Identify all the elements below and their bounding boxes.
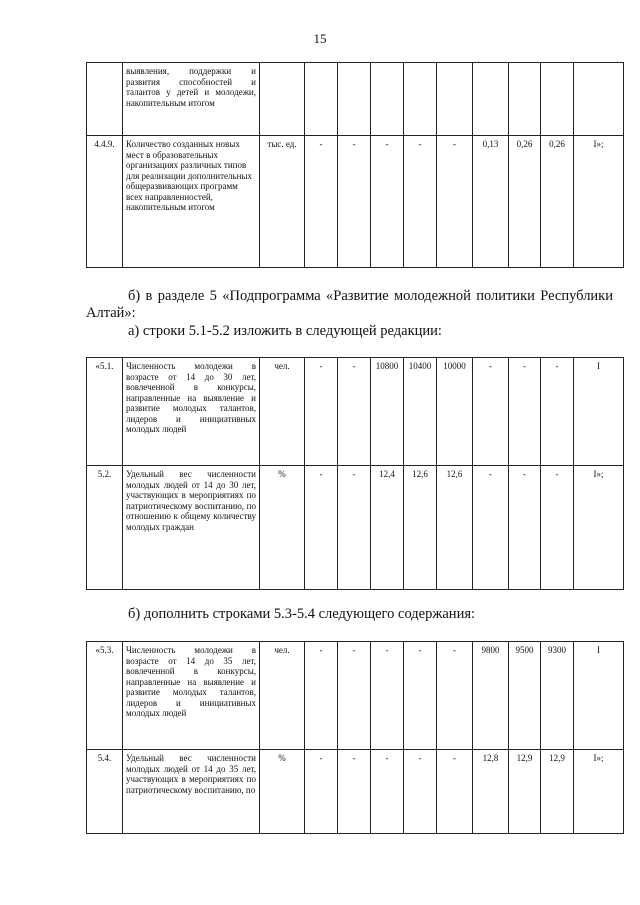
row-value: - xyxy=(305,642,338,750)
row-value: 0,13 xyxy=(473,136,509,268)
paragraph-rows-5-1-5-2: а) строки 5.1-5.2 изложить в следующей редакции: xyxy=(128,323,442,339)
table-row xyxy=(87,466,624,590)
row-value: - xyxy=(541,358,574,466)
row-last xyxy=(574,63,624,136)
row-last: I»; xyxy=(574,466,624,590)
table-row xyxy=(87,136,624,268)
row-last: I»; xyxy=(574,136,624,268)
row-value: 0,26 xyxy=(541,136,574,268)
row-value: 10000 xyxy=(437,358,473,466)
row-value: - xyxy=(371,642,404,750)
row-value: 9500 xyxy=(509,642,541,750)
row-number: 5.4. xyxy=(87,750,123,834)
table-row xyxy=(87,750,624,834)
table-row xyxy=(87,642,624,750)
row-value: - xyxy=(473,466,509,590)
table-row xyxy=(87,358,624,466)
row-value xyxy=(473,63,509,136)
row-value: 9300 xyxy=(541,642,574,750)
row-value: - xyxy=(338,136,371,268)
row-value: 10800 xyxy=(371,358,404,466)
row-unit: % xyxy=(260,466,305,590)
row-value: - xyxy=(509,466,541,590)
row-value xyxy=(541,63,574,136)
row-last: I xyxy=(574,358,624,466)
table-indicators-5-3-5-4 xyxy=(86,641,624,834)
row-value: 12,6 xyxy=(404,466,437,590)
table-indicators-5-1-5-2 xyxy=(86,357,624,590)
row-value: - xyxy=(305,466,338,590)
table-row xyxy=(87,63,624,136)
row-value xyxy=(509,63,541,136)
row-value: 12,9 xyxy=(509,750,541,834)
row-value: - xyxy=(305,136,338,268)
row-value: 0,26 xyxy=(509,136,541,268)
row-value: - xyxy=(371,750,404,834)
row-last: I xyxy=(574,642,624,750)
paragraph-rows-5-3-5-4: б) дополнить строками 5.3-5.4 следующего содержания: xyxy=(128,606,476,622)
row-unit: чел. xyxy=(260,358,305,466)
row-value xyxy=(338,63,371,136)
paragraph-section-5: б) в разделе 5 «Подпрограмма «Развитие молодежной политики Республики Алтай»: xyxy=(86,288,613,321)
row-value: - xyxy=(437,750,473,834)
row-value: - xyxy=(371,136,404,268)
row-value: - xyxy=(404,750,437,834)
row-number: «5.1. xyxy=(87,358,123,466)
page-number: 15 xyxy=(313,31,327,46)
row-last: I»; xyxy=(574,750,624,834)
row-name: Удельный вес численности молодых людей от 14 до 30 лет, участвующих в мероприятиях по патриотическому воспитанию, по отношению к общему количеству молодых граждан xyxy=(123,466,260,590)
row-name: Численность молодежи в возрасте от 14 до 30 лет, вовлеченной в конкурсы, направленные на выявление и развитие молодых талантов, лидеров и инициативных молодых людей xyxy=(123,358,260,466)
row-value: - xyxy=(338,466,371,590)
row-number xyxy=(87,63,123,136)
row-unit xyxy=(260,63,305,136)
table-indicators-4 xyxy=(86,62,624,268)
row-value: - xyxy=(509,358,541,466)
row-value: - xyxy=(305,750,338,834)
row-value xyxy=(404,63,437,136)
row-number: 4.4.9. xyxy=(87,136,123,268)
row-value: - xyxy=(437,136,473,268)
row-value: - xyxy=(541,466,574,590)
row-name: Количество созданных новых мест в образовательных организациях различных типов для реализации дополнительных общеразвивающих программ всех направленностей, накопительным итогом xyxy=(123,136,260,268)
row-value xyxy=(371,63,404,136)
row-value: - xyxy=(437,642,473,750)
row-value: - xyxy=(338,642,371,750)
row-number: 5.2. xyxy=(87,466,123,590)
row-value: - xyxy=(404,136,437,268)
row-value: 10400 xyxy=(404,358,437,466)
row-value: 12,8 xyxy=(473,750,509,834)
row-unit: тыс. ед. xyxy=(260,136,305,268)
row-value: - xyxy=(404,642,437,750)
row-value: - xyxy=(305,358,338,466)
row-value xyxy=(437,63,473,136)
row-value: 12,9 xyxy=(541,750,574,834)
row-value: - xyxy=(338,750,371,834)
row-name: Численность молодежи в возрасте от 14 до 35 лет, вовлеченной в конкурсы, направленные на выявление и развитие молодых талантов, лидеров и инициативных молодых людей xyxy=(123,642,260,750)
row-number: «5.3. xyxy=(87,642,123,750)
row-value: 9800 xyxy=(473,642,509,750)
row-value: 12,4 xyxy=(371,466,404,590)
row-unit: чел. xyxy=(260,642,305,750)
row-value: - xyxy=(473,358,509,466)
row-name: выявления, поддержки и развития способностей и талантов у детей и молодежи, накопительным итогом xyxy=(123,63,260,136)
row-value: - xyxy=(338,358,371,466)
row-name: Удельный вес численности молодых людей от 14 до 35 лет, участвующих в мероприятиях по патриотическому воспитанию, по xyxy=(123,750,260,834)
row-value xyxy=(305,63,338,136)
row-unit: % xyxy=(260,750,305,834)
row-value: 12,6 xyxy=(437,466,473,590)
